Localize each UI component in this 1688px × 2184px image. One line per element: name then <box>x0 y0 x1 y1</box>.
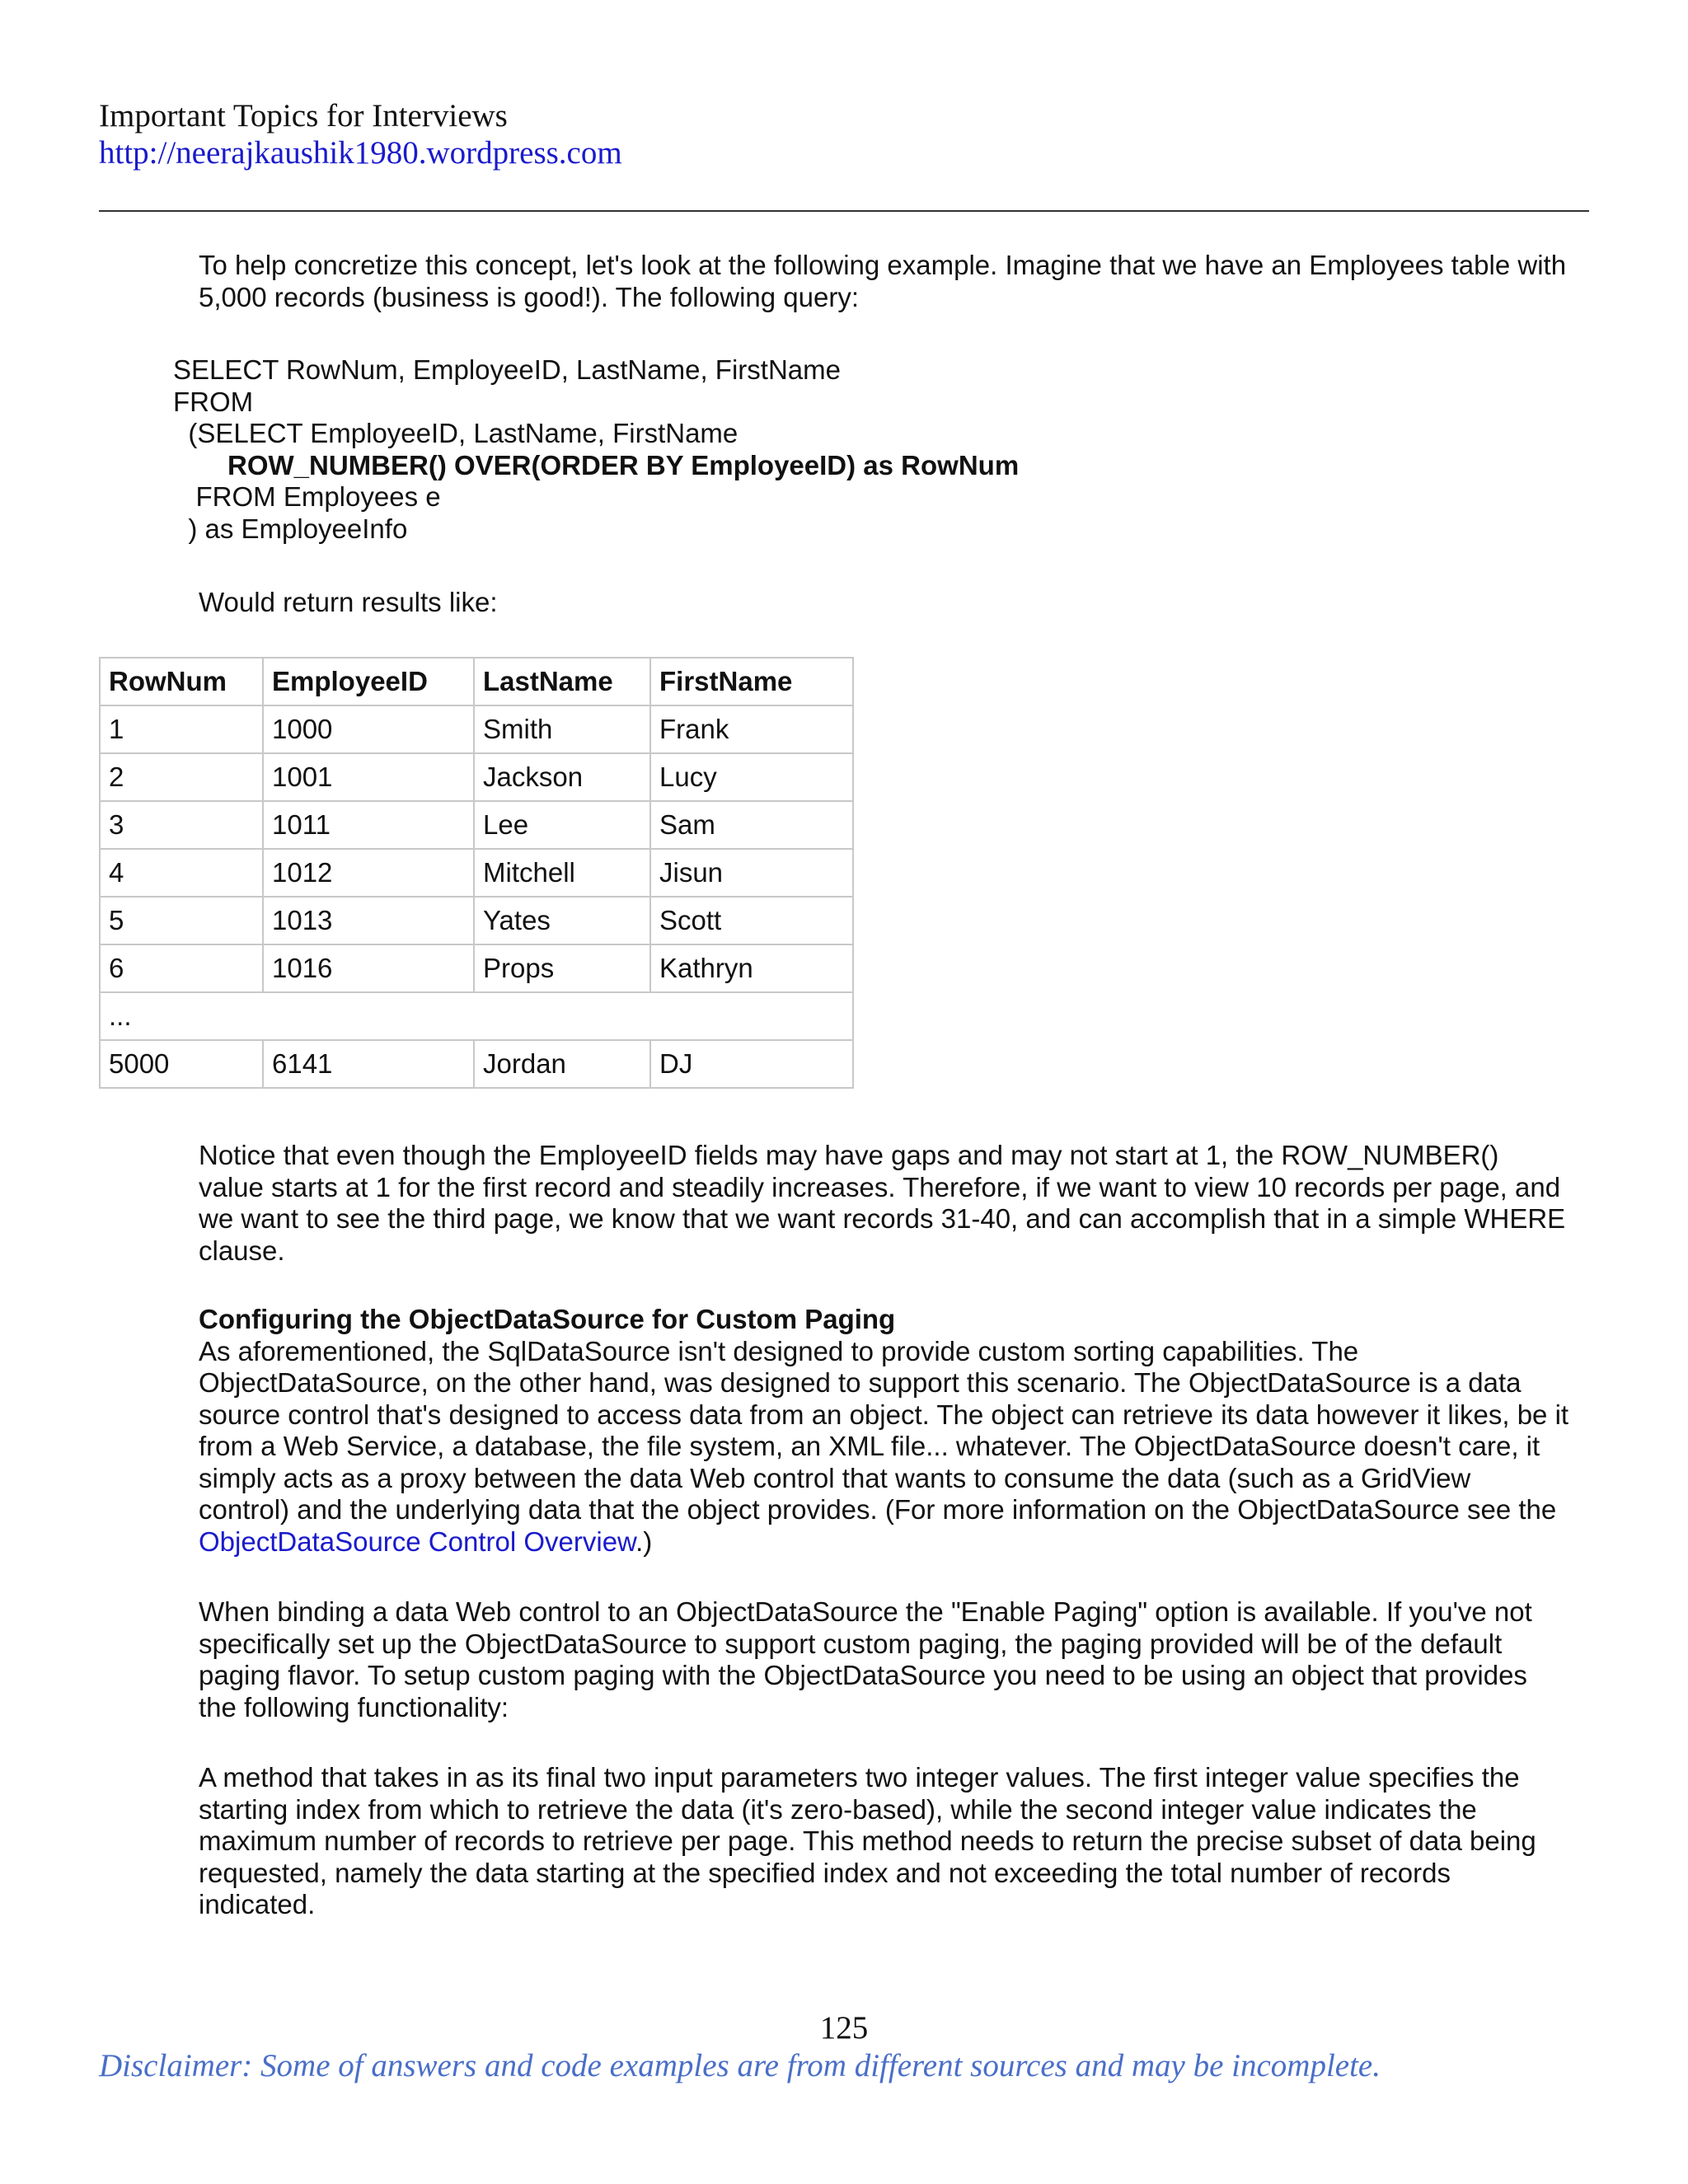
results-intro: Would return results like: <box>199 587 498 617</box>
code-line: FROM <box>173 386 254 417</box>
section-heading: Configuring the ObjectDataSource for Custom Paging <box>199 1304 896 1334</box>
sql-code-block <box>173 354 1019 545</box>
section-line: ObjectDataSource, on the other hand, was designed to support this scenario. The ObjectDataSource is a data <box>199 1367 1522 1398</box>
section-line: As aforementioned, the SqlDataSource isn't designed to provide custom sorting capabilities. The <box>199 1335 1359 1366</box>
table-cell: Jordan <box>474 1040 650 1088</box>
table-cell: 5000 <box>100 1040 263 1088</box>
binding-line: paging flavor. To setup custom paging with the ObjectDataSource you need to be using an object that provides <box>199 1660 1527 1690</box>
table-row <box>100 944 853 992</box>
table-cell: Props <box>474 944 650 992</box>
table-row <box>100 849 853 897</box>
notice-line: value starts at 1 for the first record and steadily increases. Therefore, if we want to view 10 records per page, and <box>199 1171 1561 1202</box>
disclaimer: Disclaimer: Some of answers and code examples are from different sources and may be incomplete. <box>99 2048 1381 2083</box>
code-line: SELECT RowNum, EmployeeID, LastName, FirstName <box>173 354 841 385</box>
section-line: from a Web Service, a database, the file system, an XML file... whatever. The ObjectDataSource doesn't care, it <box>199 1431 1540 1461</box>
code-line-bold: ROW_NUMBER() OVER(ORDER BY EmployeeID) as RowNum <box>227 449 1020 480</box>
table-cell: 6141 <box>263 1040 474 1088</box>
ellipsis-cell: ... <box>100 992 853 1040</box>
intro-line: 5,000 records (business is good!). The following query: <box>199 281 859 312</box>
table-cell: Kathryn <box>650 944 853 992</box>
binding-line: the following functionality: <box>199 1691 509 1722</box>
table-header-row <box>100 658 853 705</box>
table-cell: Mitchell <box>474 849 650 897</box>
table-cell: Scott <box>650 897 853 944</box>
table-row <box>100 801 853 849</box>
method-line: starting index from which to retrieve the data (it's zero-based), while the second integer value indicates the <box>199 1793 1477 1825</box>
table-cell: 2 <box>100 753 263 801</box>
binding-line: specifically set up the ObjectDataSource to support custom paging, the paging provided will be of the default <box>199 1628 1503 1659</box>
table-cell: Sam <box>650 801 853 849</box>
binding-paragraph <box>199 1596 1592 1723</box>
section-line: source control that's designed to access data from an object. The object can retrieve its data however it likes, be it <box>199 1399 1569 1430</box>
table-row <box>100 753 853 801</box>
table-cell: Frank <box>650 705 853 753</box>
code-line: FROM Employees e <box>173 481 441 512</box>
table-cell: 1001 <box>263 753 474 801</box>
binding-line: When binding a data Web control to an ObjectDataSource the "Enable Paging" option is available. If you've not <box>199 1596 1532 1627</box>
table-cell: Yates <box>474 897 650 944</box>
section-paragraph <box>199 1304 1592 1558</box>
table-cell: Lee <box>474 801 650 849</box>
results-table <box>99 657 854 1089</box>
method-line: requested, namely the data starting at the specified index and not exceeding the total number of records <box>199 1857 1451 1888</box>
table-row <box>100 897 853 944</box>
table-row <box>100 1040 853 1088</box>
table-cell: 1000 <box>263 705 474 753</box>
table-cell: DJ <box>650 1040 853 1088</box>
code-line: ) as EmployeeInfo <box>173 513 408 544</box>
table-cell: Jisun <box>650 849 853 897</box>
header-url-link[interactable]: http://neerajkaushik1980.wordpress.com <box>99 135 622 171</box>
table-cell: 3 <box>100 801 263 849</box>
table-ellipsis-row <box>100 992 853 1040</box>
link-suffix: .) <box>635 1526 653 1557</box>
header-title: Important Topics for Interviews <box>99 98 508 134</box>
table-cell: 1011 <box>263 801 474 849</box>
intro-line: To help concretize this concept, let's look at the following example. Imagine that we have an Employees table with <box>199 250 1567 280</box>
table-cell: Jackson <box>474 753 650 801</box>
column-header: FirstName <box>650 658 853 705</box>
table-cell: 5 <box>100 897 263 944</box>
table-cell: 1013 <box>263 897 474 944</box>
table-cell: 4 <box>100 849 263 897</box>
section-line: control) and the underlying data that the object provides. (For more information on the ObjectDataSource see the <box>199 1494 1557 1525</box>
section-line: simply acts as a proxy between the data Web control that wants to consume the data (such as a GridView <box>199 1462 1471 1493</box>
table-cell: Smith <box>474 705 650 753</box>
notice-paragraph <box>199 1140 1592 1267</box>
table-cell: 1016 <box>263 944 474 992</box>
column-header: EmployeeID <box>263 658 474 705</box>
notice-line: clause. <box>199 1235 285 1266</box>
section-link-line <box>199 1526 1592 1558</box>
table-cell: Lucy <box>650 753 853 801</box>
objectdatasource-overview-link[interactable]: ObjectDataSource Control Overview <box>199 1526 636 1557</box>
table-row <box>100 705 853 753</box>
table-cell: 1 <box>100 705 263 753</box>
method-line: maximum number of records to retrieve per page. This method needs to return the precise subset of data being <box>199 1825 1536 1856</box>
notice-line: we want to see the third page, we know that we want records 31-40, and can accomplish that in a simple WHERE <box>199 1203 1566 1234</box>
method-line: indicated. <box>199 1889 316 1919</box>
notice-line: Notice that even though the EmployeeID fields may have gaps and may not start at 1, the ROW_NUMBER() <box>199 1140 1499 1170</box>
column-header: RowNum <box>100 658 263 705</box>
page-number: 125 <box>819 2010 869 2046</box>
header-divider <box>99 210 1589 212</box>
method-paragraph <box>199 1762 1592 1921</box>
intro-paragraph <box>199 250 1592 313</box>
method-line: A method that takes in as its final two input parameters two integer values. The first integer value specifies the <box>199 1762 1520 1793</box>
column-header: LastName <box>474 658 650 705</box>
code-line: (SELECT EmployeeID, LastName, FirstName <box>173 418 738 448</box>
table-cell: 1012 <box>263 849 474 897</box>
table-cell: 6 <box>100 944 263 992</box>
